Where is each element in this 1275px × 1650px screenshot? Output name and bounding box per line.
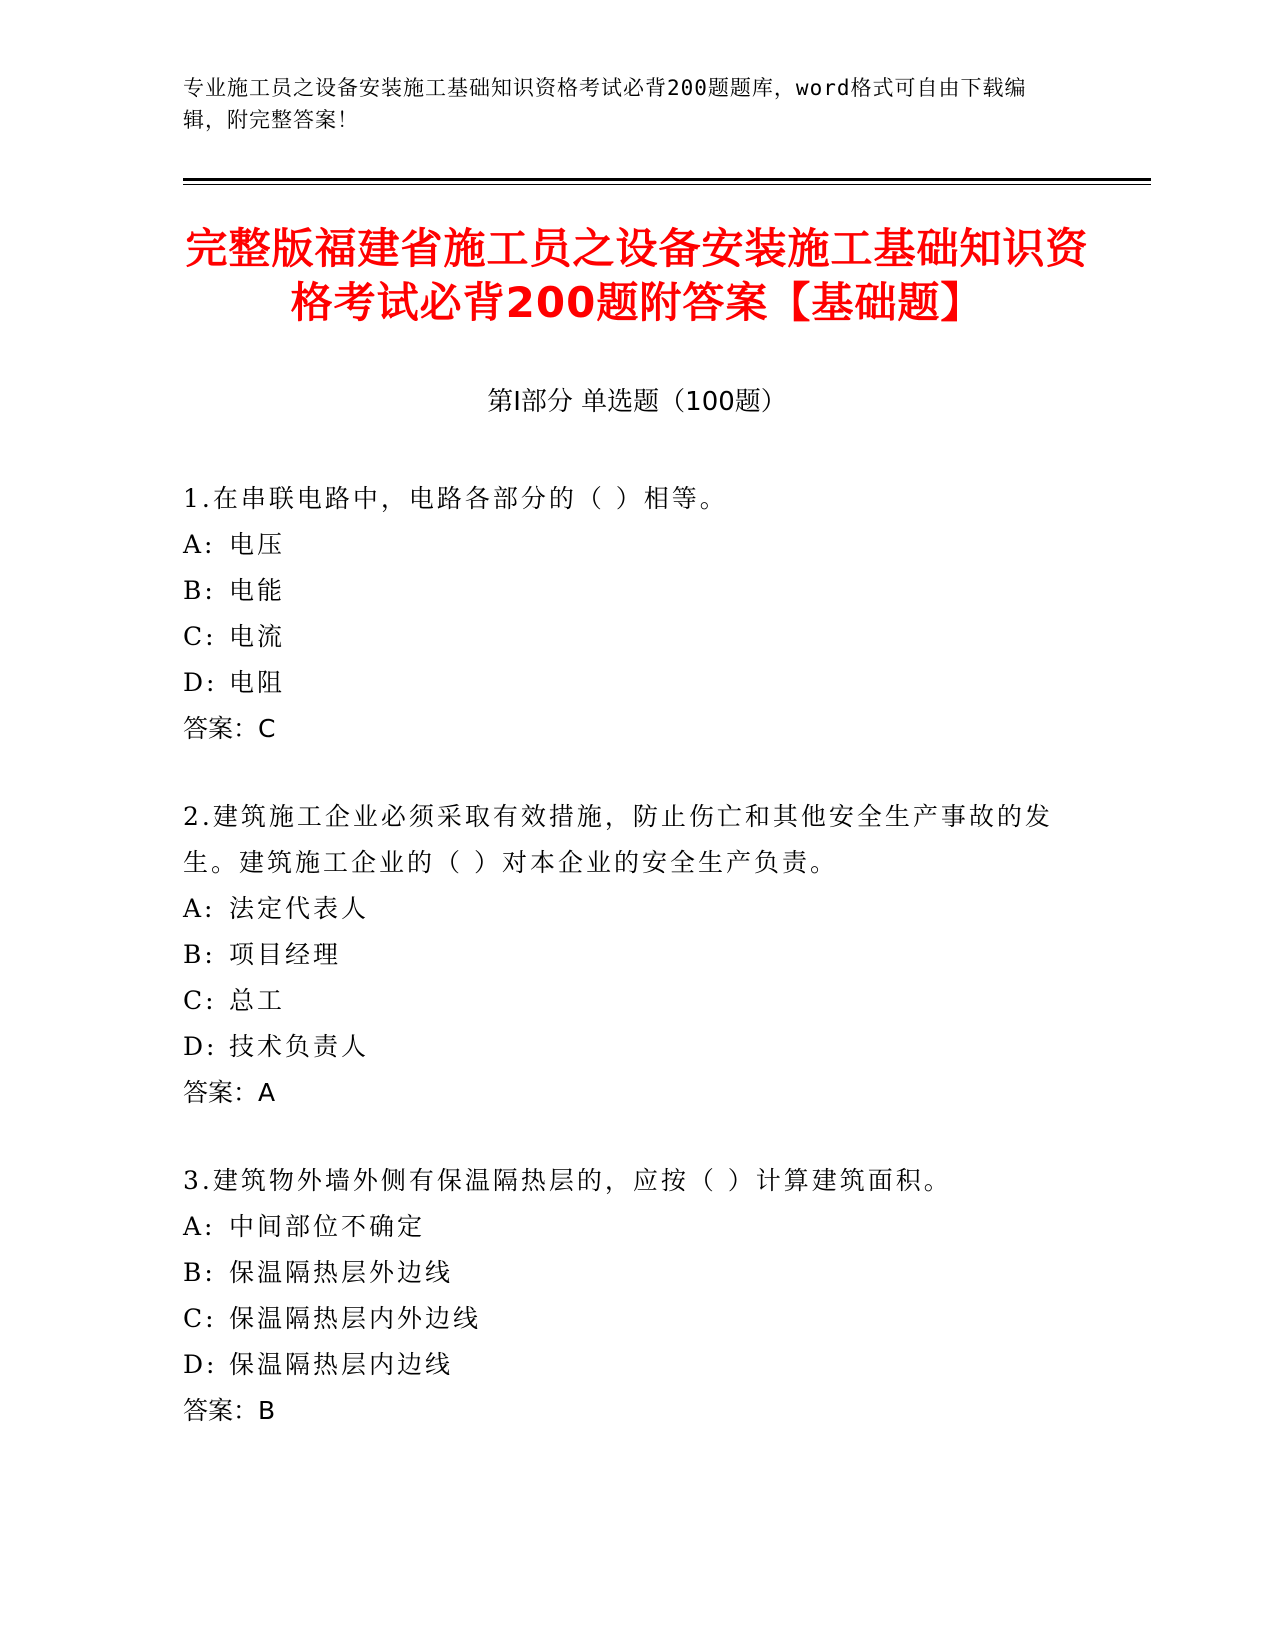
option-b [183,568,1083,614]
option-text: 项目经理 [229,940,342,969]
option-letter: B: [183,576,216,605]
answer-line: 答案：C [183,714,276,743]
option-text: 保温隔热层内外边线 [229,1304,482,1333]
question-stem: 1.在串联电路中，电路各部分的（ ）相等。 [183,484,728,513]
option-a [183,886,1083,932]
option-text: 电流 [229,622,286,651]
option-c [183,978,1083,1024]
option-b [183,932,1083,978]
option-text: 保温隔热层外边线 [229,1258,454,1287]
header-divider-thin [183,184,1151,185]
document-title: 完整版福建省施工员之设备安装施工基础知识资格考试必背200题附答案【基础题】 [185,224,1089,327]
option-d [183,1024,1083,1070]
option-text: 技术负责人 [229,1032,370,1061]
question-stem: 2.建筑施工企业必须采取有效措施，防止伤亡和其他安全生产事故的发生。建筑施工企业的（ ）对本企业的安全生产负责。 [183,802,1053,877]
question-1 [183,476,1083,752]
option-letter: C: [183,1304,217,1333]
option-text: 总工 [229,986,286,1015]
option-letter: D: [183,1032,218,1061]
option-text: 电阻 [229,668,286,697]
option-text: 电能 [229,576,286,605]
option-text: 法定代表人 [229,894,370,923]
option-b [183,1250,1083,1296]
option-c [183,1296,1083,1342]
option-a [183,1204,1083,1250]
option-c [183,614,1083,660]
option-letter: B: [183,940,216,969]
question-stem: 3.建筑物外墙外侧有保温隔热层的，应按（ ）计算建筑面积。 [183,1166,952,1195]
answer-line: 答案：A [183,1078,276,1107]
option-letter: D: [183,1350,218,1379]
option-letter: C: [183,986,217,1015]
option-d [183,660,1083,706]
option-letter: A: [183,894,216,923]
option-letter: B: [183,1258,216,1287]
question-2 [183,794,1083,1116]
option-letter: A: [183,1212,216,1241]
option-letter: A: [183,530,216,559]
question-list [183,476,1083,1476]
header-divider-thick [183,178,1151,181]
header-note: 专业施工员之设备安装施工基础知识资格考试必背200题题库，word格式可自由下载编辑，附完整答案！ [183,76,1027,132]
option-text: 电压 [229,530,286,559]
option-a [183,522,1083,568]
option-text: 中间部位不确定 [229,1212,426,1241]
section-title: 第Ⅰ部分 单选题（100题） [487,387,787,417]
option-letter: C: [183,622,217,651]
option-letter: D: [183,668,218,697]
option-text: 保温隔热层内边线 [229,1350,454,1379]
answer-line: 答案：B [183,1396,276,1425]
option-d [183,1342,1083,1388]
question-3 [183,1158,1083,1434]
